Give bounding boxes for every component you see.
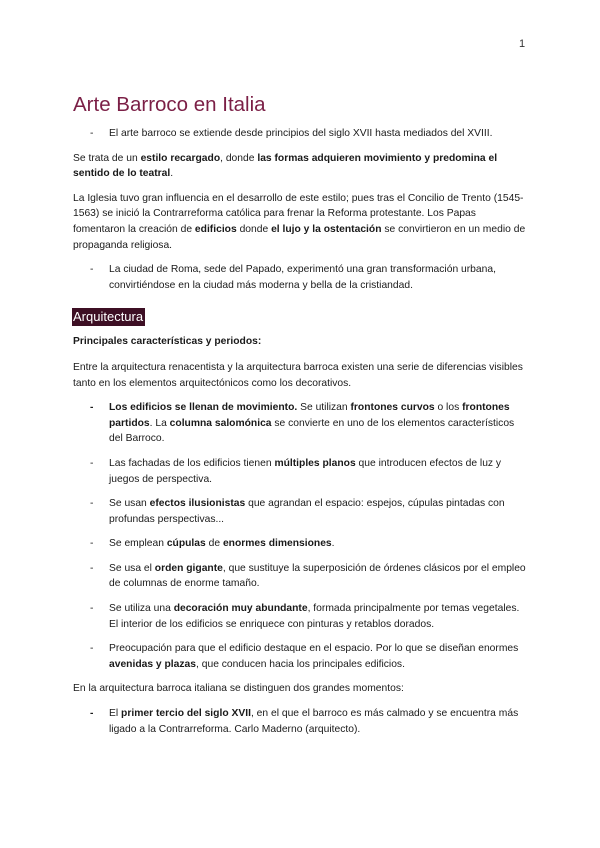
list-item-feature: - Se usan efectos ilusionistas que agrandan el espacio: espejos, cúpulas pintadas con profundas perspectivas... [73, 496, 528, 527]
paragraph-church: La Iglesia tuvo gran influencia en el desarrollo de este estilo; pues tras el Concilio de Trento (1545-1563) se inició la Contrarreforma católica para frenar la Reforma protestante. Los Papas fomentaron la creación de edificios donde el lujo y la ostentación se convirtieron en un medio de propaganda religiosa. [73, 192, 526, 251]
list-item-feature: - Los edificios se llenan de movimiento. Se utilizan frontones curvos o los frontones partidos. La columna salomónica se convierte en uno de los elementos característicos del Barroco. [73, 400, 528, 447]
paragraph-style: Se trata de un estilo recargado, donde las formas adquieren movimiento y predomina el sentido de lo teatral. [73, 152, 498, 180]
list-item-feature: - Las fachadas de los edificios tienen múltiples planos que introducen efectos de luz y juegos de perspectiva. [73, 456, 528, 487]
paragraph-differences: Entre la arquitectura renacentista y la arquitectura barroca existen una serie de diferencias visibles tanto en los elementos arquitectónicos como los decorativos. [73, 361, 523, 389]
document-body [73, 92, 528, 746]
moments-list [73, 706, 528, 737]
list-item-rome: - La ciudad de Roma, sede del Papado, experimentó una gran transformación urbana, convirtiéndose en la ciudad más moderna y bella de la cristiandad. [73, 262, 528, 293]
list-item-feature: - Preocupación para que el edificio destaque en el espacio. Por lo que se diseñan enormes avenidas y plazas, que conducen hacia los principales edificios. [73, 641, 528, 672]
subheading: Principales características y periodos: [73, 336, 262, 348]
list-item-feature: - Se emplean cúpulas de enormes dimensiones. [73, 536, 528, 552]
paragraph-moments: En la arquitectura barroca italiana se distinguen dos grandes momentos: [73, 683, 404, 695]
page-title: Arte Barroco en Italia [73, 93, 266, 116]
list-item-feature: - Se usa el orden gigante, que sustituye la superposición de órdenes clásicos por el empleo de columnas de enorme tamaño. [73, 561, 528, 592]
rome-list [73, 262, 528, 293]
page-number: 1 [519, 38, 526, 50]
features-list [73, 400, 528, 672]
intro-list [73, 126, 528, 142]
section-heading-arquitectura: Arquitectura [73, 309, 144, 325]
list-item-intro: - El arte barroco se extiende desde principios del siglo XVII hasta mediados del XVIII. [73, 126, 528, 142]
list-item-moment: - El primer tercio del siglo XVII, en el que el barroco es más calmado y se encuentra más ligado a la Contrarreforma. Carlo Maderno (arquitecto). [73, 706, 528, 737]
list-item-feature: - Se utiliza una decoración muy abundante, formada principalmente por temas vegetales. El interior de los edificios se enriquece con pinturas y retablos dorados. [73, 601, 528, 632]
